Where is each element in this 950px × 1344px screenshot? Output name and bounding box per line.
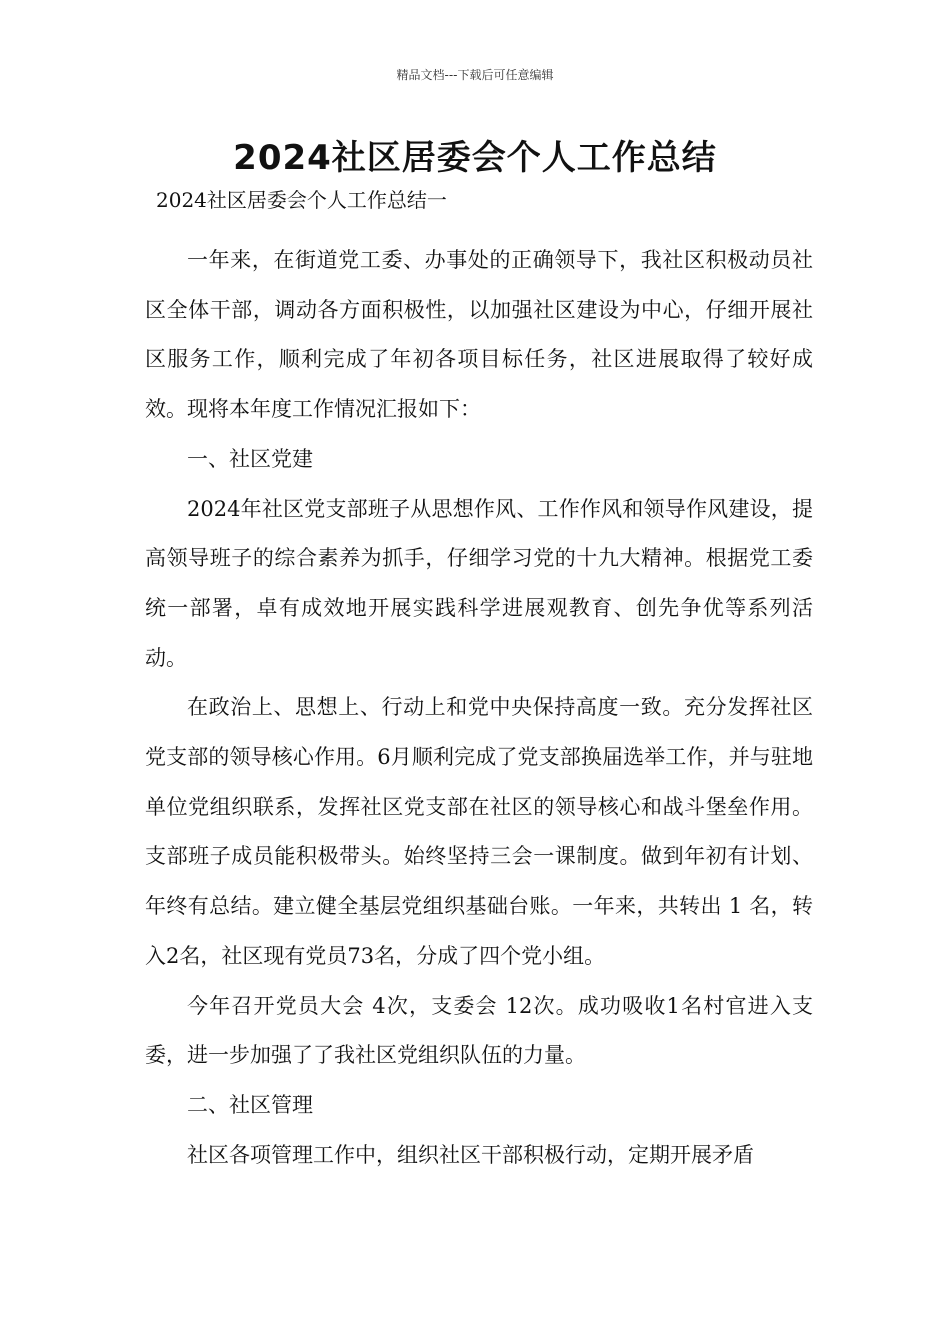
paragraph-management-1: 社区各项管理工作中，组织社区干部积极行动，定期开展矛盾: [187, 1142, 754, 1167]
document-title: 2024社区居委会个人工作总结: [233, 138, 717, 178]
document-subtitle: 2024社区居委会个人工作总结一: [156, 188, 447, 212]
paragraph-party-building-2: 在政治上、思想上、行动上和党中央保持高度一致。充分发挥社区党支部的领导核心作用。6月顺利完成了党支部换届选举工作，并与驻地单位党组织联系，发挥社区党支部在社区的领导核心和战斗堡垒作用。支部班子成员能积极带头。始终坚持三会一课制度。做到年初有计划、年终有总结。建立健全基层党组织基础台账。一年来，共转出 1 名，转入2名，社区现有党员73名，分成了四个党小组。: [145, 695, 813, 968]
section-heading-party-building: 一、社区党建: [187, 446, 313, 471]
paragraph-party-building-3: 今年召开党员大会 4次，支委会 12次。成功吸收1名村官进入支委，进一步加强了了我社区党组织队伍的力量。: [145, 993, 813, 1068]
paragraph-intro: 一年来，在街道党工委、办事处的正确领导下，我社区积极动员社区全体干部，调动各方面积极性，以加强社区建设为中心，仔细开展社区服务工作，顺利完成了年初各项目标任务，社区进展取得了较好成效。现将本年度工作情况汇报如下：: [145, 248, 813, 422]
section-heading-management: 二、社区管理: [187, 1092, 313, 1117]
paragraph-party-building-1: 2024年社区党支部班子从思想作风、工作作风和领导作风建设，提高领导班子的综合素养为抓手，仔细学习党的十九大精神。根据党工委统一部署，卓有成效地开展实践科学进展观教育、创先争优等系列活动。: [145, 496, 813, 670]
document-body: [145, 236, 813, 1180]
page-header: 精品文档---下载后可任意编辑: [396, 68, 554, 82]
